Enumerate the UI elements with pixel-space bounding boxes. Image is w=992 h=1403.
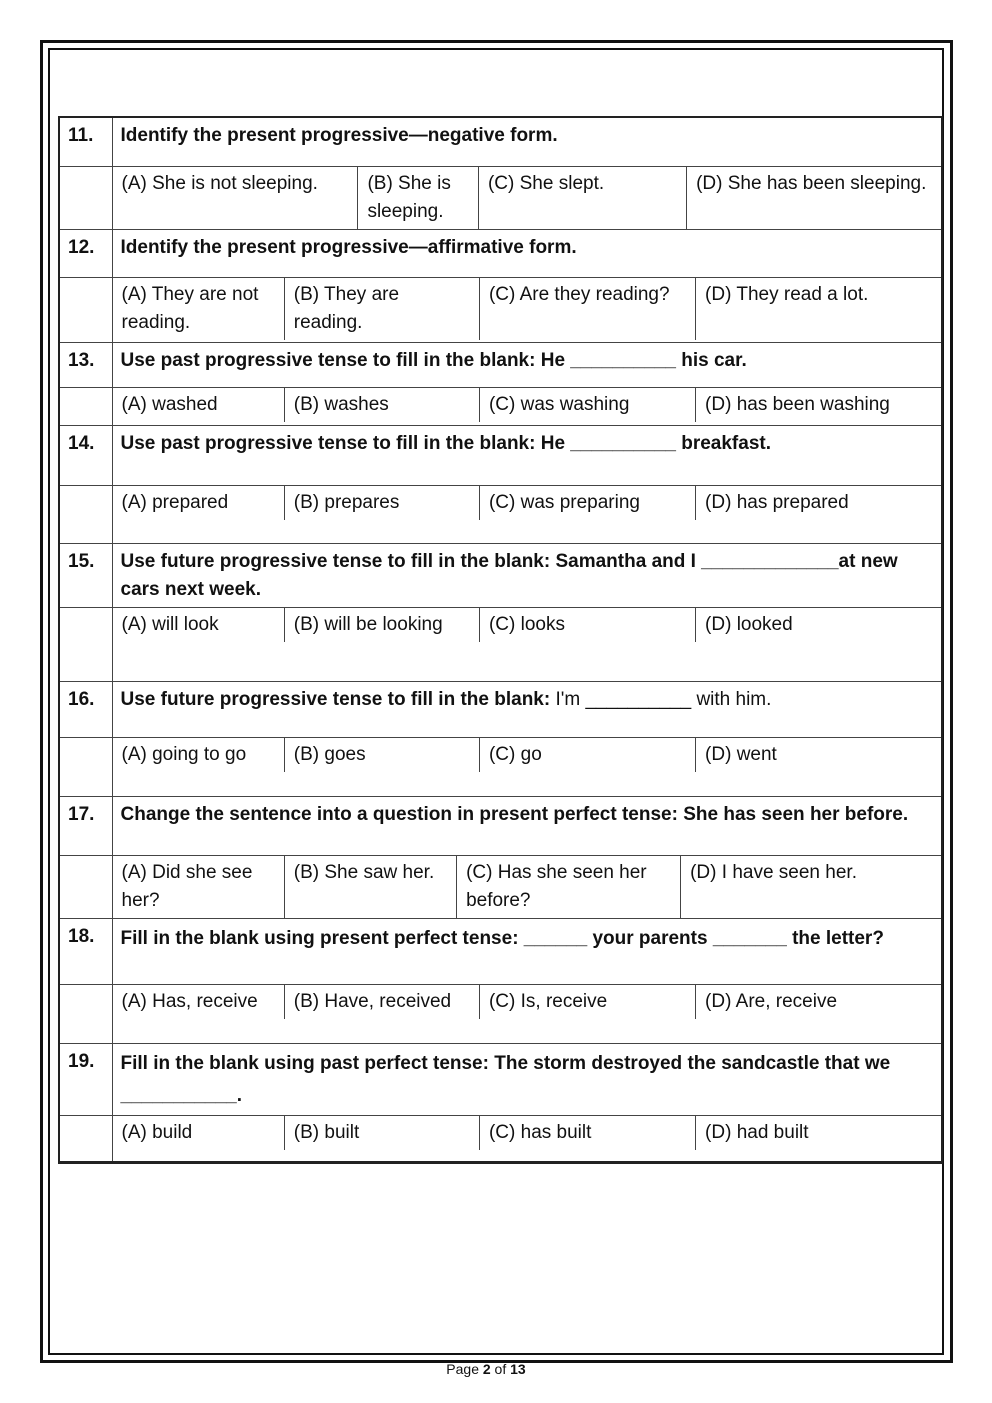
question-number: 16. [59, 681, 112, 737]
question-stem: Identify the present progressive—negative form. [112, 117, 942, 166]
option-a[interactable]: (A) prepared [121, 491, 229, 513]
option-a[interactable]: (A) will look [121, 613, 219, 635]
question-number: 17. [59, 796, 112, 855]
options-row-13 [59, 387, 942, 425]
option-b[interactable]: (B) washes [284, 388, 479, 422]
footer-middle: of [490, 1361, 511, 1377]
footer-current-page: 2 [482, 1361, 491, 1377]
option-c[interactable]: (C) She slept. [478, 167, 686, 229]
option-b[interactable]: (B) will be looking [284, 608, 479, 642]
option-c[interactable]: (C) Is, receive [479, 985, 695, 1019]
options-row-12 [59, 277, 942, 342]
option-a[interactable]: (A) She is not sleeping. [121, 172, 318, 194]
option-b[interactable]: (B) She saw her. [284, 856, 456, 918]
option-b[interactable]: (B) They are reading. [284, 278, 479, 340]
question-number: 11. [59, 117, 112, 166]
option-d[interactable]: (D) She has been sleeping. [686, 167, 941, 229]
question-stem: Identify the present progressive—affirmative form. [112, 229, 942, 277]
option-c[interactable]: (C) Are they reading? [479, 278, 695, 340]
option-a[interactable]: (A) Has, receive [121, 990, 258, 1012]
options-row-19 [59, 1115, 942, 1162]
question-stem-plain: I'm __________ with him. [550, 688, 772, 710]
question-stem: Use future progressive tense to fill in the blank: Samantha and I _____________at new cars next week. [112, 543, 942, 607]
footer-total-pages: 13 [510, 1361, 526, 1377]
option-a[interactable]: (A) Did she see her? [121, 861, 253, 911]
option-c[interactable]: (C) Has she seen her before? [456, 856, 680, 918]
question-stem: Use past progressive tense to fill in the blank: He __________ breakfast. [112, 425, 942, 485]
option-a[interactable]: (A) They are not reading. [121, 283, 259, 333]
question-number: 19. [59, 1043, 112, 1115]
question-row-11 [59, 117, 942, 166]
option-b[interactable]: (B) She is sleeping. [357, 167, 478, 229]
option-d[interactable]: (D) They read a lot. [695, 278, 941, 340]
question-row-17 [59, 796, 942, 855]
option-b[interactable]: (B) built [284, 1116, 479, 1150]
option-d[interactable]: (D) went [695, 738, 941, 772]
question-table [58, 116, 943, 1164]
question-row-18 [59, 918, 942, 984]
option-a[interactable]: (A) going to go [121, 743, 247, 765]
option-c[interactable]: (C) was washing [479, 388, 695, 422]
option-a[interactable]: (A) build [121, 1121, 193, 1143]
option-c[interactable]: (C) has built [479, 1116, 695, 1150]
question-stem: Fill in the blank using present perfect tense: ______ your parents _______ the letter? [112, 918, 942, 984]
option-d[interactable]: (D) Are, receive [695, 985, 941, 1019]
options-row-17 [59, 855, 942, 918]
option-a[interactable]: (A) washed [121, 393, 218, 415]
option-b[interactable]: (B) Have, received [284, 985, 479, 1019]
question-row-16 [59, 681, 942, 737]
question-row-15 [59, 543, 942, 607]
option-d[interactable]: (D) looked [695, 608, 941, 642]
options-row-15 [59, 607, 942, 681]
option-d[interactable]: (D) has been washing [695, 388, 941, 422]
question-stem: Use past progressive tense to fill in the blank: He __________ his car. [112, 342, 942, 387]
question-stem-bold: Use future progressive tense to fill in the blank: [120, 688, 551, 710]
option-b[interactable]: (B) prepares [284, 486, 479, 520]
option-d[interactable]: (D) I have seen her. [680, 856, 941, 918]
page-footer [0, 1361, 972, 1377]
question-number: 12. [59, 229, 112, 277]
question-number: 14. [59, 425, 112, 485]
question-number: 13. [59, 342, 112, 387]
options-row-14 [59, 485, 942, 543]
question-stem: Fill in the blank using past perfect tense: The storm destroyed the sandcastle that we ___________. [112, 1043, 942, 1115]
options-row-11 [59, 166, 942, 229]
option-c[interactable]: (C) looks [479, 608, 695, 642]
option-b[interactable]: (B) goes [284, 738, 479, 772]
question-stem: Change the sentence into a question in present perfect tense: She has seen her before. [112, 796, 942, 855]
question-row-14 [59, 425, 942, 485]
footer-prefix: Page [446, 1361, 483, 1377]
option-c[interactable]: (C) was preparing [479, 486, 695, 520]
question-number: 18. [59, 918, 112, 984]
question-number: 15. [59, 543, 112, 607]
question-row-13 [59, 342, 942, 387]
option-c[interactable]: (C) go [479, 738, 695, 772]
options-row-18 [59, 984, 942, 1043]
option-d[interactable]: (D) has prepared [695, 486, 941, 520]
options-row-16 [59, 737, 942, 796]
question-row-19 [59, 1043, 942, 1115]
option-d[interactable]: (D) had built [695, 1116, 941, 1150]
question-stem [112, 681, 942, 737]
question-row-12 [59, 229, 942, 277]
